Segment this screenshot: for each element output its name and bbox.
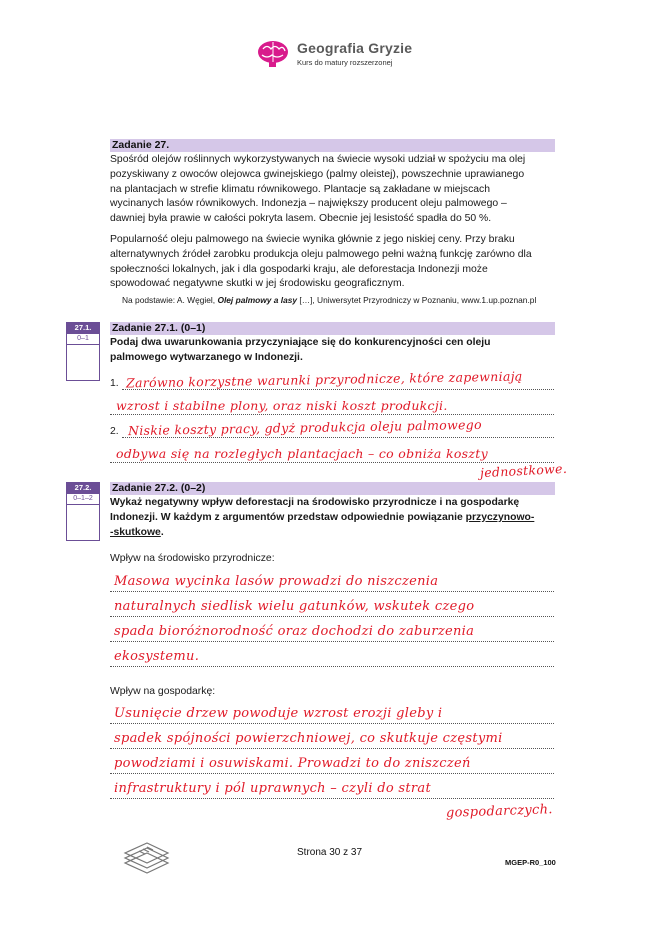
text-line: społeczności lokalnych, jak i dla gospodarki kraju, ale deforestacja Indonezji może [110, 263, 488, 275]
text-line: wycinanych lasów równikowych. Indonezja – największy producent oleju palmowego – [110, 198, 507, 210]
text-line [110, 526, 560, 541]
text-line: na plantacjach w strefie klimatu równikowego. Plantacje są zakładane w miejscach [110, 183, 491, 195]
text-line: Wykaż negatywny wpływ deforestacji na środowisko przyrodnicze i na gospodarkę [110, 497, 520, 508]
source-citation [122, 295, 536, 305]
source-suffix: […], Uniwersytet Przyrodniczy w Poznaniu, www.1.up.poznan.pl [297, 295, 537, 305]
task27-2-tag-points: 0–1–2 [66, 493, 100, 505]
task27-paragraph1 [110, 153, 560, 227]
text-line: Spośród olejów roślinnych wykorzystywanych na świecie wysoki udział w spożyciu ma olej [110, 154, 526, 165]
text-line: Popularność oleju palmowego na świecie wynika głównie z jego niskiej ceny. Przy braku [110, 234, 515, 245]
handwritten-answer-1-line2: wzrost i stabilne plony, oraz niski koszt produkcji. [116, 398, 448, 413]
task27-1-instruction [110, 336, 560, 366]
task27-1-tag-number: 27.1. [66, 322, 100, 333]
brain-icon [255, 38, 291, 68]
handwritten-env-line3: spada bioróżnorodność oraz dochodzi do zaburzenia [114, 624, 475, 639]
document-code: MGEP-R0_100 [505, 858, 556, 867]
answer-line [110, 723, 554, 724]
answer-line [110, 462, 554, 463]
handwritten-answer-2-line1: Niskie koszty pracy, gdyż produkcja oleju palmowego [127, 416, 482, 439]
handwritten-econ-line5: gospodarczych. [445, 802, 553, 821]
answer-line [110, 414, 554, 415]
handwritten-econ-line4: infrastruktury i pól uprawnych – czyli do strat [114, 781, 431, 796]
task27-2-instruction [110, 496, 560, 540]
instruction-text: . [160, 526, 164, 538]
handwritten-econ-line2: spadek spójności powierzchniowej, co skutkuje częstymi [114, 731, 503, 746]
answer-line [110, 773, 554, 774]
task27-paragraph2 [110, 233, 560, 292]
task27-2-header-bar [110, 482, 555, 495]
handwritten-econ-line1: Usunięcie drzew powoduje wzrost erozji gleby i [114, 706, 443, 721]
instruction-underlined: -skutkowe [110, 526, 161, 538]
text-line: palmowego wytwarzanego w Indonezji. [110, 351, 303, 363]
handwritten-answer-2-line3: jednostkowe. [479, 460, 568, 481]
answer-line [110, 641, 554, 642]
answer-number-1: 1. [110, 378, 119, 389]
answer-line [110, 616, 554, 617]
brand-name: Geografia Gryzie [297, 40, 413, 56]
answer-line [110, 748, 554, 749]
brand-subtitle: Kurs do matury rozszerzonej [297, 58, 393, 67]
handwritten-env-line1: Masowa wycinka lasów prowadzi do niszczenia [114, 574, 439, 589]
text-line: Podaj dwa uwarunkowania przyczyniające się do konkurencyjności cen oleju [110, 337, 491, 348]
task27-2-score-box[interactable] [66, 505, 100, 541]
text-line: spowodować negatywne skutki w jej środowisku geograficznym. [110, 278, 405, 290]
economy-impact-label: Wpływ na gospodarkę: [110, 686, 216, 697]
text-line: alternatywnych źródeł zarobku produkcja oleju palmowego pełni ważną funkcję zarówno dla [110, 248, 532, 260]
task27-2-title: Zadanie 27.2. (0–2) [112, 482, 206, 494]
text-line: dawniej była prawie w całości pokryta lasem. Obecnie jej lesistość spadła do 50 %. [110, 213, 492, 225]
handwritten-econ-line3: powodziami i osuwiskami. Prowadzi to do zniszczeń [114, 756, 471, 771]
page-number: Strona 30 z 37 [297, 847, 363, 858]
stack-of-papers-icon [121, 837, 171, 877]
answer-line [110, 591, 554, 592]
task27-header-bar [110, 139, 555, 152]
task27-title: Zadanie 27. [112, 139, 170, 151]
task27-1-header-bar [110, 322, 555, 335]
answer-number-2: 2. [110, 426, 119, 437]
handwritten-env-line2: naturalnych siedlisk wielu gatunków, wskutek czego [114, 599, 475, 614]
handwritten-answer-1-line1: Zarówno korzystne warunki przyrodnicze, które zapewniają [125, 368, 523, 391]
answer-line [122, 437, 554, 438]
answer-line [110, 798, 554, 799]
handwritten-env-line4: ekosystemu. [114, 649, 200, 664]
task27-1-tag-points: 0–1 [66, 333, 100, 345]
instruction-underlined: przyczynowo- [465, 511, 535, 523]
text-line: pozyskiwany z owoców olejowca gwinejskiego (palmy oleistej), powszechnie uprawianego [110, 168, 525, 180]
source-title: Olej palmowy a lasy [217, 295, 298, 305]
task27-1-score-box[interactable] [66, 345, 100, 381]
text-line [110, 511, 560, 526]
answer-line [110, 666, 554, 667]
handwritten-answer-2-line2: odbywa się na rozległych plantacjach – co obniża koszty [116, 446, 488, 461]
task27-1-title: Zadanie 27.1. (0–1) [112, 322, 206, 334]
task27-2-tag-number: 27.2. [66, 482, 100, 493]
env-impact-label: Wpływ na środowisko przyrodnicze: [110, 553, 275, 564]
source-prefix: Na podstawie: A. Węgiel, [122, 295, 218, 305]
instruction-text: Indonezji. W każdym z argumentów przedstaw odpowiednie powiązanie [110, 511, 466, 523]
